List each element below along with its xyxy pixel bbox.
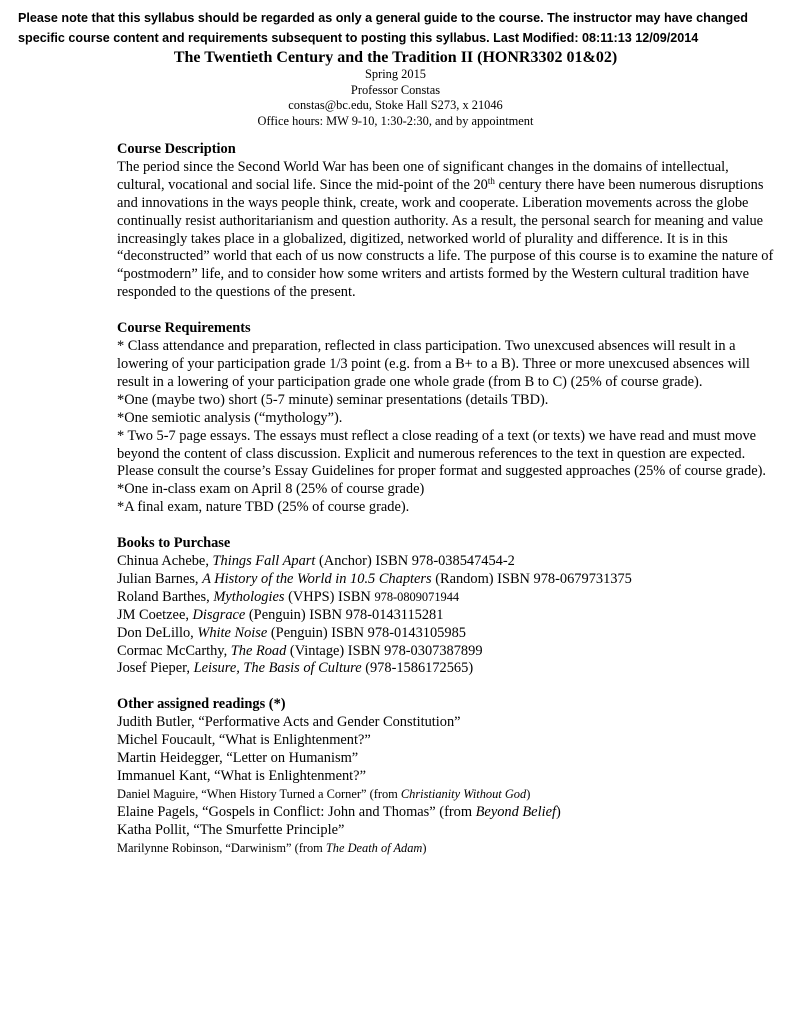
book-title: Things Fall Apart — [212, 553, 316, 570]
syllabus-header — [0, 48, 791, 129]
book-author: Cormac McCarthy, — [117, 642, 231, 659]
requirement-item: *One (maybe two) short (5-7 minute) seminar presentations (details TBD). — [117, 391, 549, 408]
ordinal-suffix: th — [487, 175, 495, 186]
books-list — [117, 553, 777, 678]
syllabus-body — [117, 141, 777, 858]
reading-item — [117, 714, 777, 732]
reading-item — [117, 786, 777, 804]
description-part-b: century there have been numerous disruptions and innovations in the ways people think, create, work and cooperate. Liberation movements across the globe continually resist authoritarianism and question authority. As a result, the personal search for meaning and value increasingly takes place in a globalized, digitized, networked world of plurality and difference. It is in this “deconstructed” world that each of us now constructs a life. The purpose of this course is to examine the nature of “postmodern” life, and to consider how some writers and artists formed by the Western cultural tradition have responded to the questions of the present. — [117, 176, 774, 301]
office-hours: Office hours: MW 9-10, 1:30-2:30, and by appointment — [257, 113, 534, 128]
course-requirements-heading: Course Requirements — [117, 320, 251, 337]
book-item — [117, 660, 777, 678]
book-item — [117, 643, 777, 661]
requirement-item: * Two 5-7 page essays. The essays must reflect a close reading of a text (or texts) we have read and must move beyond the content of class discussion. Explicit and numerous references to the text in question are expected. Please consult the course’s Essay Guidelines for proper format and suggested approaches (25% of course grade). — [117, 427, 766, 480]
course-description-text — [117, 159, 777, 302]
book-title: White Noise — [197, 624, 268, 641]
reading-citation: Judith Butler, “Performative Acts and Gender Constitution” — [117, 714, 461, 731]
books-heading: Books to Purchase — [117, 535, 231, 552]
readings-heading: Other assigned readings (*) — [117, 696, 286, 713]
book-item — [117, 589, 777, 607]
reading-source-title: The Death of Adam — [325, 840, 423, 855]
requirement-item: *One in-class exam on April 8 (25% of course grade) — [117, 481, 425, 498]
reading-citation: Michel Foucault, “What is Enlightenment?” — [117, 732, 371, 749]
book-item — [117, 571, 777, 589]
book-author: JM Coetzee, — [117, 606, 193, 623]
reading-citation: Martin Heidegger, “Letter on Humanism” — [117, 750, 359, 767]
book-publisher-isbn: (Random) ISBN 978-0679731375 — [431, 570, 632, 587]
reading-item — [117, 840, 777, 858]
requirements-list — [117, 338, 777, 517]
professor-name: Professor Constas — [350, 82, 441, 97]
readings-list — [117, 714, 777, 857]
course-term: Spring 2015 — [365, 67, 426, 81]
book-author: Roland Barthes, — [117, 588, 214, 605]
book-publisher-isbn: (Vintage) ISBN 978-0307387899 — [286, 642, 483, 659]
reading-item — [117, 732, 777, 750]
contact-info: constas@bc.edu, Stoke Hall S273, x 21046 — [288, 98, 503, 112]
reading-item — [117, 750, 777, 768]
book-title: A History of the World in 10.5 Chapters — [202, 570, 432, 587]
reading-item — [117, 804, 777, 822]
reading-citation: Immanuel Kant, “What is Enlightenment?” — [117, 768, 366, 784]
book-publisher-isbn: (Penguin) ISBN 978-0143105985 — [267, 624, 466, 641]
description-part-a: The period since the Second World War has been one of significant changes in the domains of intellectual, cultural, vocational and social life. Since the mid-point of the 20 — [117, 158, 729, 193]
book-author: Chinua Achebe, — [117, 553, 213, 570]
reading-source-title: Christianity Without God — [400, 786, 527, 801]
book-author: Julian Barnes, — [117, 570, 203, 587]
reading-citation: Katha Pollit, “The Smurfette Principle” — [117, 821, 345, 838]
book-publisher-isbn: (Penguin) ISBN 978-0143115281 — [245, 606, 444, 623]
reading-close-paren: ) — [526, 786, 531, 801]
book-item — [117, 607, 777, 625]
course-title: The Twentieth Century and the Tradition II (HONR3302 01&02) — [173, 49, 618, 66]
book-author: Don DeLillo, — [117, 624, 198, 641]
disclaimer-notice: Please note that this syllabus should be regarded as only a general guide to the course. The instructor may have changed specific course content and requirements subsequent to posting this syllabus. Last Modified: 08:11:13 12/09/2014 — [18, 11, 748, 45]
book-author: Josef Pieper, — [117, 660, 194, 677]
book-isbn: 978-0809071944 — [374, 589, 460, 604]
book-publisher-isbn: (VHPS) ISBN — [284, 588, 375, 605]
book-item — [117, 625, 777, 643]
reading-source-title: Beyond Belief — [475, 803, 556, 820]
book-title: Mythologies — [213, 588, 285, 605]
reading-citation: Marilynne Robinson, “Darwinism” (from — [117, 840, 326, 855]
book-title: The Road — [230, 642, 287, 659]
reading-citation: Daniel Maguire, “When History Turned a Corner” (from — [117, 786, 401, 801]
book-publisher-isbn: (Anchor) ISBN 978-038547454-2 — [315, 553, 515, 570]
requirement-item: * Class attendance and preparation, reflected in class participation. Two unexcused absences will result in a lowering of your participation grade 1/3 point (e.g. from a B+ to a B). Three or more unexcused absences will result in a lowering of your participation grade one whole grade (from B to C) (25% of course grade). — [117, 338, 750, 390]
reading-citation: Elaine Pagels, “Gospels in Conflict: John and Thomas” (from — [117, 803, 476, 820]
reading-item — [117, 768, 777, 786]
requirement-item: *A final exam, nature TBD (25% of course grade). — [117, 499, 410, 516]
reading-close-paren: ) — [422, 840, 427, 855]
course-description-heading: Course Description — [117, 141, 236, 157]
reading-item — [117, 822, 777, 840]
book-item — [117, 553, 777, 571]
requirement-item: *One semiotic analysis (“mythology”). — [117, 409, 343, 426]
book-title: Disgrace — [192, 606, 246, 623]
reading-close-paren: ) — [555, 803, 561, 820]
book-publisher-isbn: (978-1586172565) — [361, 660, 474, 677]
book-title: Leisure, The Basis of Culture — [193, 660, 362, 677]
